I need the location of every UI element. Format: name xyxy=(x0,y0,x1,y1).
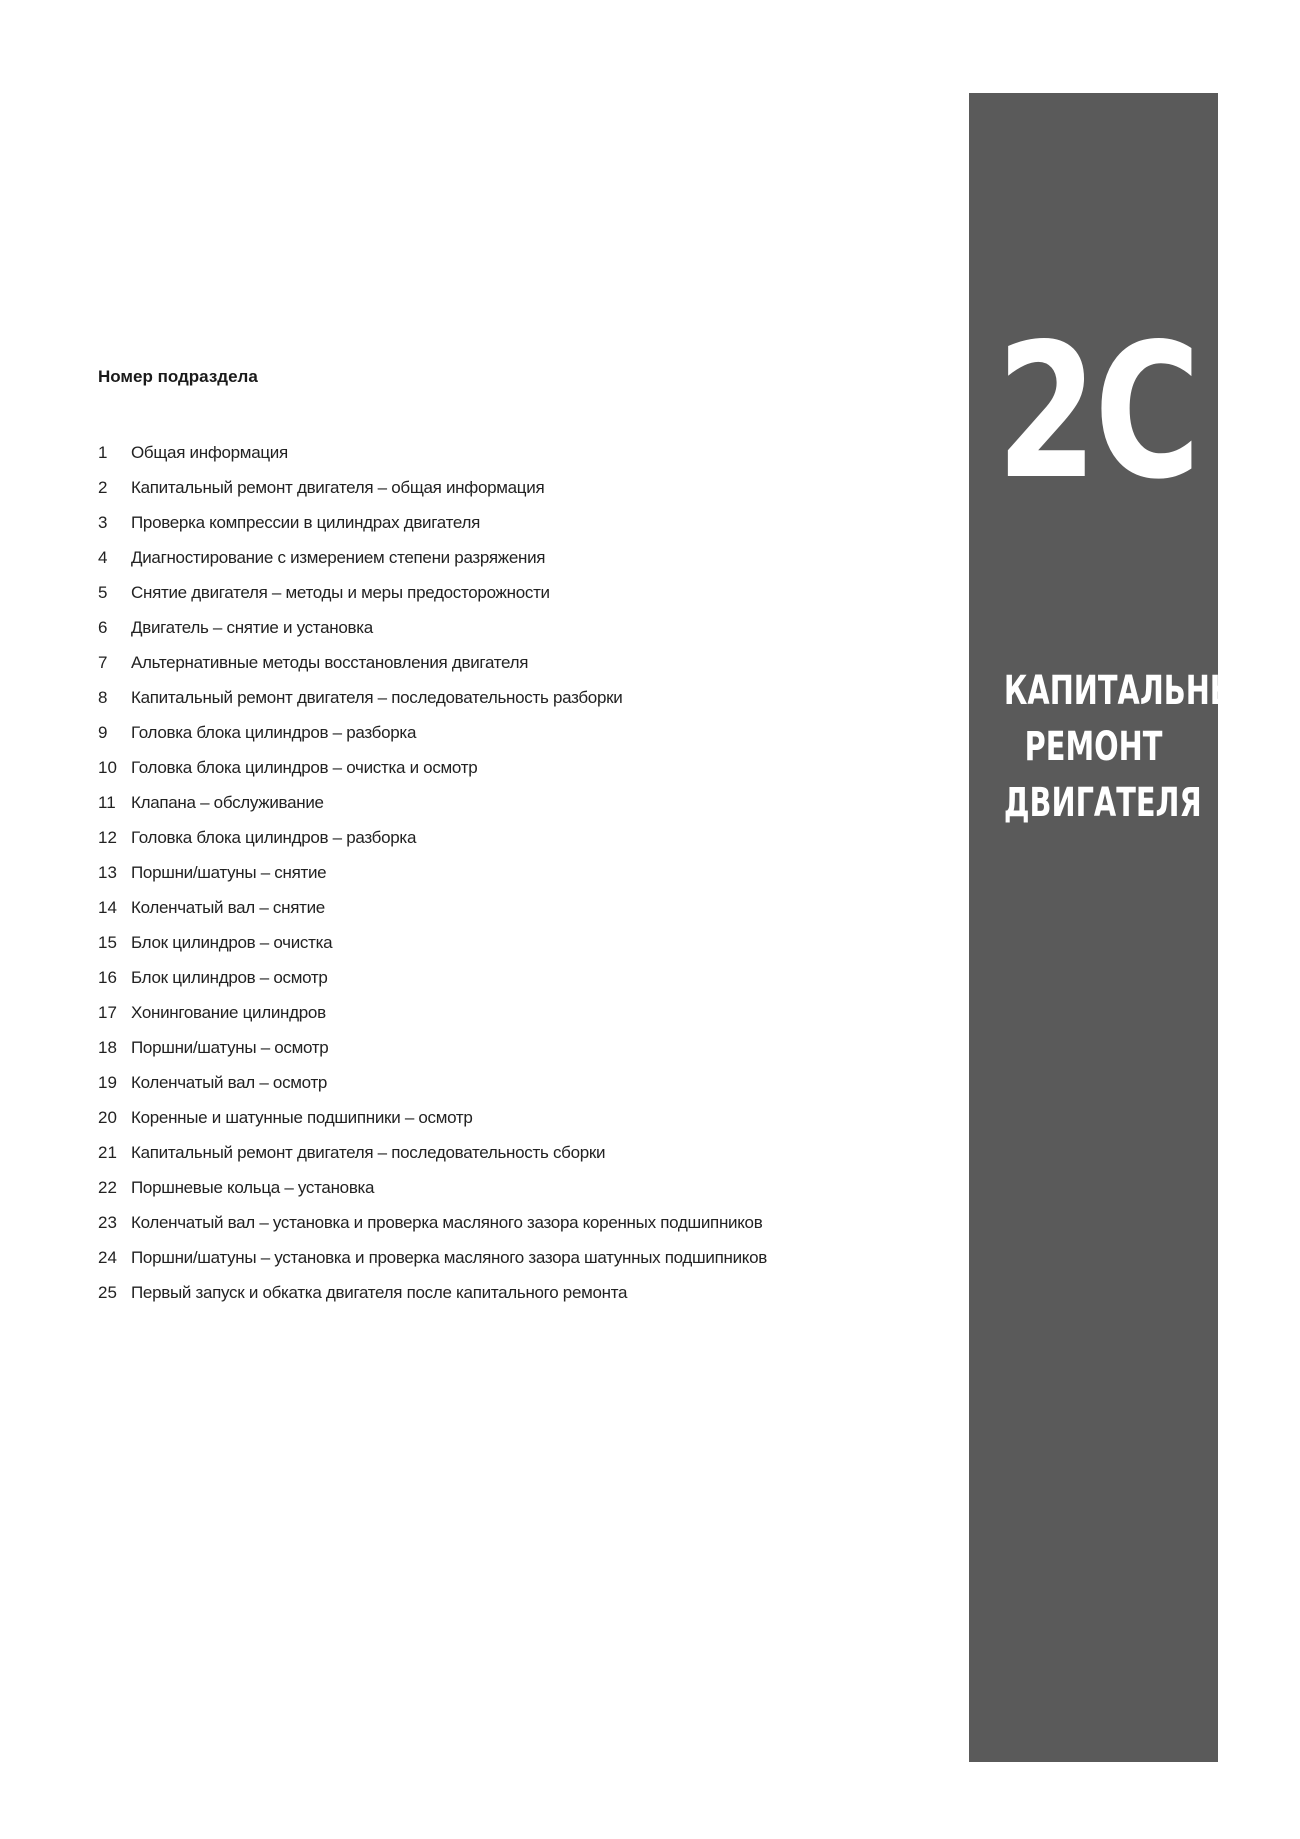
toc-item-number: 19 xyxy=(98,1073,117,1092)
toc-item-number: 2 xyxy=(98,478,108,497)
toc-item-number: 8 xyxy=(98,688,108,707)
toc-item xyxy=(98,1170,918,1205)
chapter-title-line: ДВИГАТЕЛЯ xyxy=(1003,780,1202,826)
toc-item-title: Коленчатый вал – установка и проверка масляного зазора коренных подшипников xyxy=(131,1213,763,1232)
table-of-contents xyxy=(98,366,918,1310)
toc-item-number: 12 xyxy=(98,828,117,847)
toc-item xyxy=(98,575,918,610)
toc-item xyxy=(98,820,918,855)
toc-item-number: 3 xyxy=(98,513,108,532)
chapter-title xyxy=(969,663,1264,831)
toc-item-title: Капитальный ремонт двигателя – последовательность разборки xyxy=(131,688,623,707)
toc-item-title: Поршни/шатуны – установка и проверка масляного зазора шатунных подшипников xyxy=(131,1248,767,1267)
toc-item-number: 18 xyxy=(98,1038,117,1057)
toc-list xyxy=(98,435,918,1310)
toc-item-number: 21 xyxy=(98,1143,117,1162)
toc-item-title: Поршни/шатуны – снятие xyxy=(131,863,327,882)
toc-item-number: 20 xyxy=(98,1108,117,1127)
toc-item-title: Поршневые кольца – установка xyxy=(131,1178,375,1197)
toc-item xyxy=(98,1205,918,1240)
toc-item-number: 11 xyxy=(98,793,116,812)
toc-item xyxy=(98,435,918,470)
toc-item-title: Первый запуск и обкатка двигателя после капитального ремонта xyxy=(131,1283,628,1302)
toc-item xyxy=(98,890,918,925)
toc-item-title: Общая информация xyxy=(131,443,288,462)
chapter-number: 2C xyxy=(996,303,1198,520)
toc-item-title: Головка блока цилиндров – разборка xyxy=(131,723,417,742)
toc-item-title: Проверка компрессии в цилиндрах двигателя xyxy=(131,513,480,532)
toc-item-title: Клапана – обслуживание xyxy=(131,793,324,812)
toc-item-title: Блок цилиндров – осмотр xyxy=(131,968,328,987)
toc-item-number: 7 xyxy=(98,653,108,672)
toc-item-number: 1 xyxy=(98,443,108,462)
toc-item-number: 13 xyxy=(98,863,117,882)
toc-item-title: Блок цилиндров – очистка xyxy=(131,933,333,952)
toc-item xyxy=(98,1065,918,1100)
toc-item-number: 14 xyxy=(98,898,117,917)
toc-item-number: 24 xyxy=(98,1248,117,1267)
toc-item xyxy=(98,680,918,715)
toc-item xyxy=(98,785,918,820)
toc-item-number: 17 xyxy=(98,1003,117,1022)
toc-item xyxy=(98,715,918,750)
toc-item-title: Головка блока цилиндров – очистка и осмотр xyxy=(131,758,478,777)
toc-item-title: Головка блока цилиндров – разборка xyxy=(131,828,417,847)
toc-item-title: Капитальный ремонт двигателя – общая информация xyxy=(131,478,545,497)
toc-item-title: Капитальный ремонт двигателя – последовательность сборки xyxy=(131,1143,606,1162)
chapter-title-line: КАПИТАЛЬНЫЙ xyxy=(1003,668,1264,714)
toc-item-number: 4 xyxy=(98,548,108,567)
toc-item xyxy=(98,505,918,540)
toc-item-title: Альтернативные методы восстановления двигателя xyxy=(131,653,529,672)
chapter-band xyxy=(969,93,1264,1762)
toc-item xyxy=(98,1135,918,1170)
toc-item xyxy=(98,1275,918,1310)
chapter-title-line: РЕМОНТ xyxy=(1024,724,1163,770)
toc-item xyxy=(98,470,918,505)
toc-item-number: 9 xyxy=(98,723,108,742)
toc-item-number: 15 xyxy=(98,933,117,952)
toc-item-number: 16 xyxy=(98,968,117,987)
toc-item-number: 5 xyxy=(98,583,108,602)
toc-item-title: Двигатель – снятие и установка xyxy=(131,618,373,637)
toc-item-title: Диагностирование с измерением степени разряжения xyxy=(131,548,546,567)
toc-item-number: 10 xyxy=(98,758,117,777)
toc-item-title: Коленчатый вал – осмотр xyxy=(131,1073,328,1092)
toc-item xyxy=(98,1240,918,1275)
toc-item-title: Коленчатый вал – снятие xyxy=(131,898,325,917)
toc-item xyxy=(98,645,918,680)
toc-item-number: 6 xyxy=(98,618,108,637)
toc-item xyxy=(98,750,918,785)
toc-item-title: Снятие двигателя – методы и меры предосторожности xyxy=(131,583,550,602)
toc-item-number: 23 xyxy=(98,1213,117,1232)
toc-item xyxy=(98,610,918,645)
toc-item xyxy=(98,540,918,575)
toc-item-title: Хонингование цилиндров xyxy=(131,1003,326,1022)
toc-item xyxy=(98,960,918,995)
toc-heading: Номер подраздела xyxy=(98,367,258,386)
toc-item-number: 25 xyxy=(98,1283,117,1302)
toc-item xyxy=(98,1100,918,1135)
toc-item xyxy=(98,1030,918,1065)
toc-item xyxy=(98,995,918,1030)
toc-item-title: Коренные и шатунные подшипники – осмотр xyxy=(131,1108,473,1127)
toc-item xyxy=(98,925,918,960)
toc-item-title: Поршни/шатуны – осмотр xyxy=(131,1038,329,1057)
toc-item xyxy=(98,855,918,890)
toc-item-number: 22 xyxy=(98,1178,117,1197)
